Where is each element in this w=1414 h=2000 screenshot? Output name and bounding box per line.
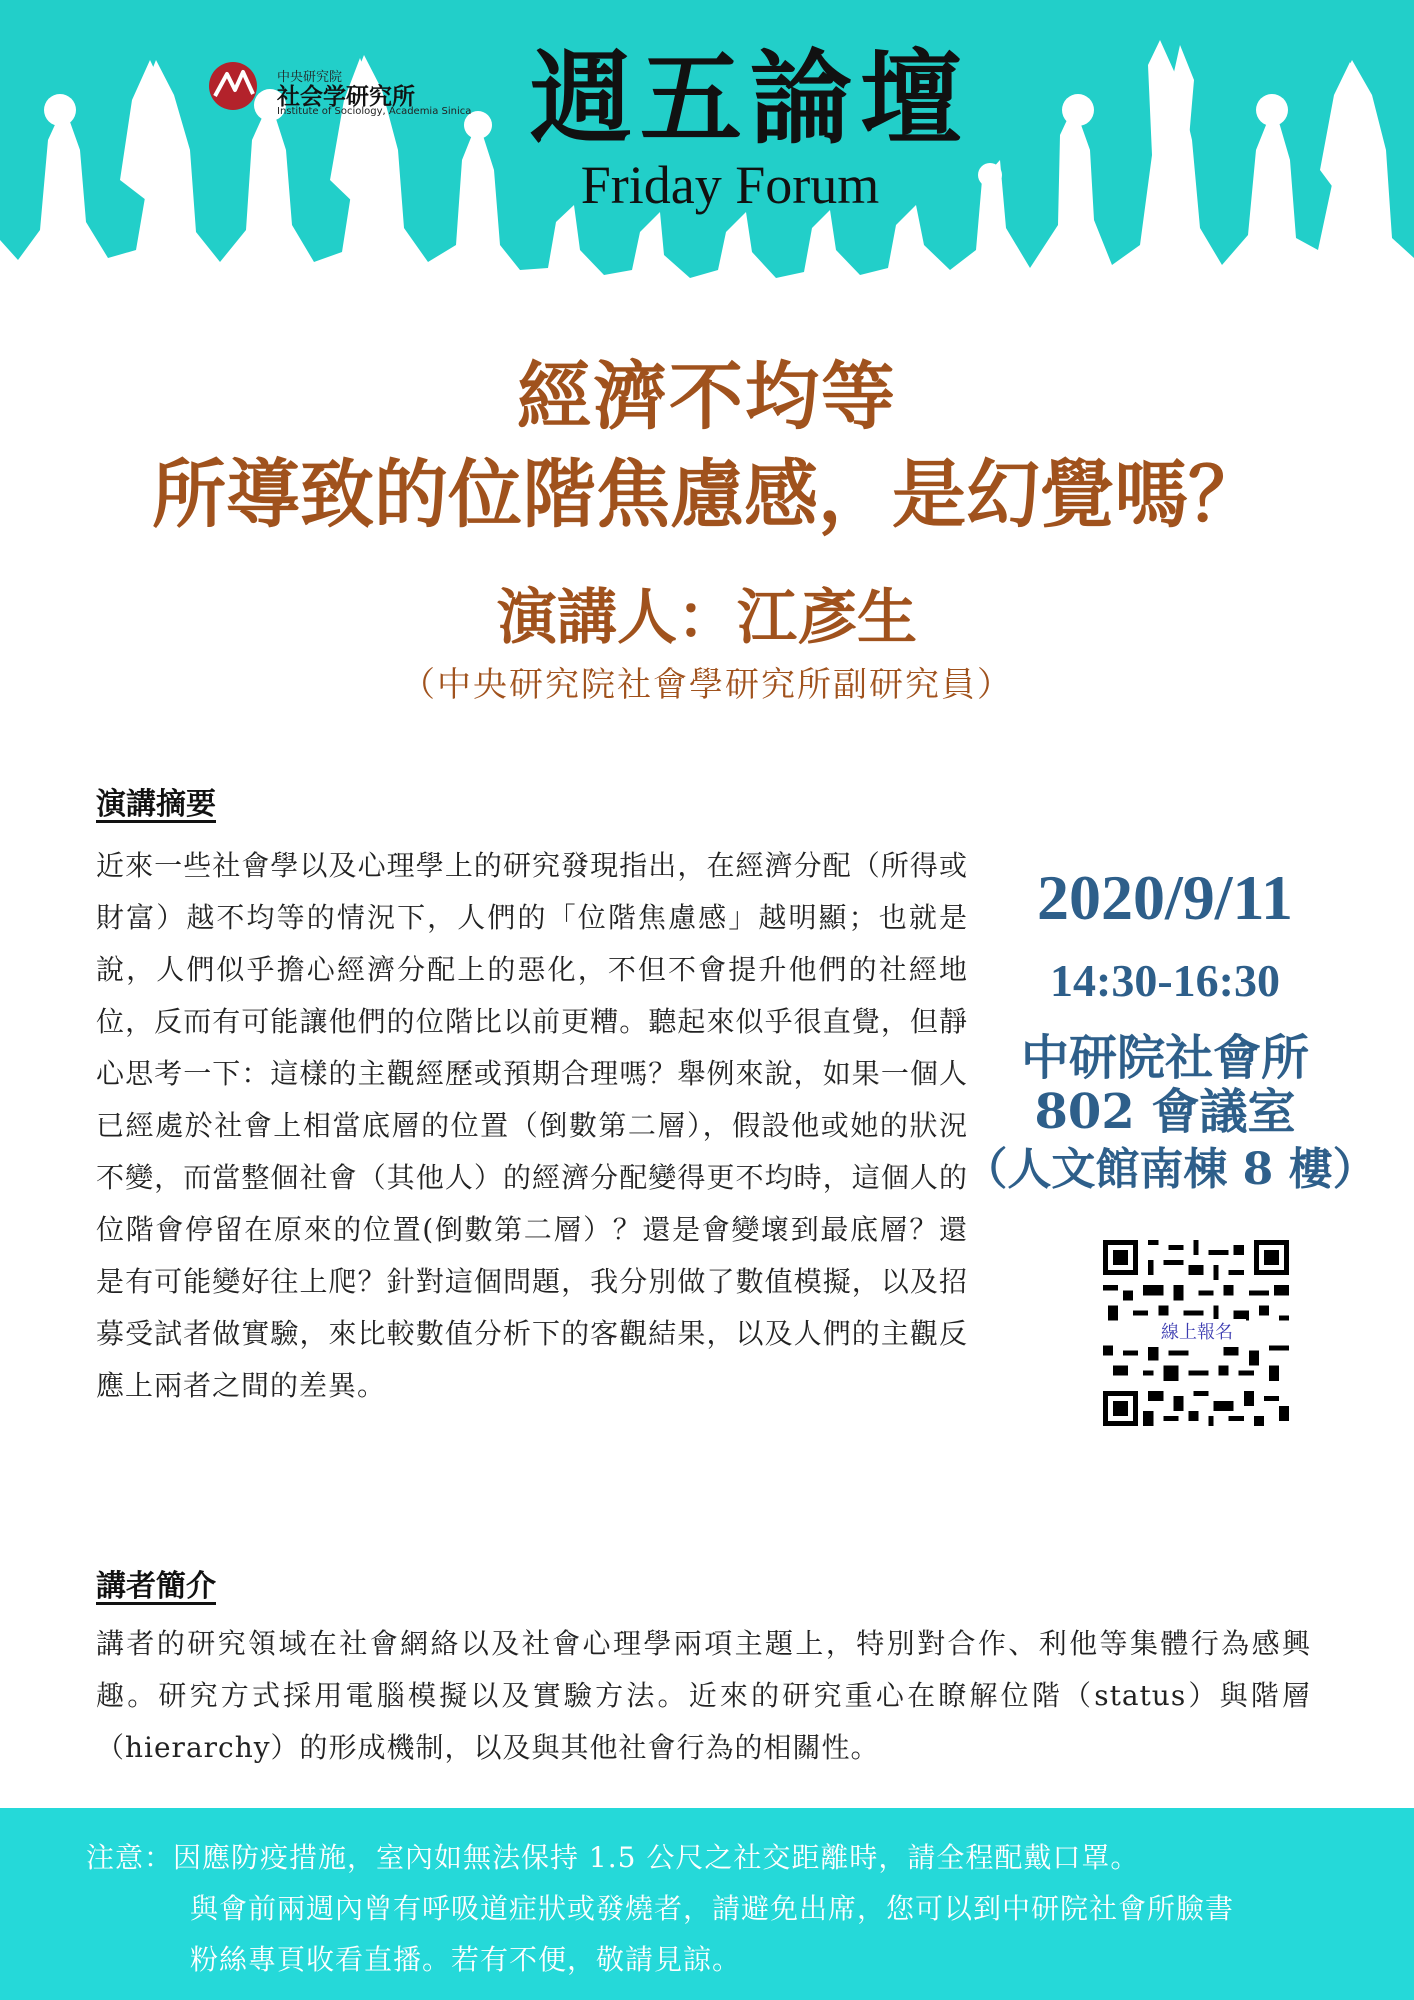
header-banner <box>0 0 1414 300</box>
event-time: 14:30-16:30 <box>1050 955 1280 1006</box>
bio-heading: 講者簡介 <box>96 1569 216 1604</box>
abstract-text: 近來一些社會學以及心理學上的研究發現指出，在經濟分配（所得或財富）越不均等的情況下，人們的「位階焦慮感」越明顯；也就是說，人們似乎擔心經濟分配上的惡化，不但不會提升他們的社經地位，反而有可能讓他們的位階比以前更糟。聽起來似乎很直覺，但靜心思考一下：這樣的主觀經歷或預期合理嗎？舉例來說，如果一個人已經處於社會上相當底層的位置（倒數第二層），假設他或她的狀況不變，而當整個社會（其他人）的經濟分配變得更不均時，這個人的位階會停留在原來的位置(倒數第二層）？還是會變壞到最底層？還是有可能變好往上爬？針對這個問題，我分別做了數值模擬，以及招募受試者做實驗，來比較數值分析下的客觀結果，以及人們的主觀反應上兩者之間的差異。 <box>96 849 968 1402</box>
talk-title-line2: 所導致的位階焦慮感，是幻覺嗎？ <box>152 452 1262 538</box>
qr-registration-label[interactable]: 線上報名 <box>1148 1319 1246 1347</box>
event-venue-line1: 中研院社會所 <box>1020 1030 1309 1086</box>
logo-academia: 中央研究院 <box>277 70 343 85</box>
event-venue-line3: （人文館南棟 8 樓） <box>963 1144 1377 1195</box>
notice-line3: 粉絲專頁收看直播。若有不便，敬請見諒。 <box>190 1943 742 1976</box>
notice-bar <box>0 1808 1414 2000</box>
sociology-institute-logo <box>205 60 265 112</box>
notice-line1: 注意：因應防疫措施，室內如無法保持 1.5 公尺之社交距離時，請全程配戴口罩。 <box>86 1841 1140 1874</box>
event-venue-line2: 802 會議室 <box>1034 1084 1296 1140</box>
institute-logo <box>205 60 472 120</box>
abstract-heading: 演講摘要 <box>96 787 216 822</box>
bio-text: 講者的研究領域在社會網絡以及社會心理學兩項主題上，特別對合作、利他等集體行為感興趣。研究方式採用電腦模擬以及實驗方法。近來的研究重心在瞭解位階（status）與階層 （hierarchy）的形成機制，以及與其他社會行為的相關性。 <box>96 1627 1311 1764</box>
forum-title-zh: 週五論壇 <box>530 39 970 159</box>
notice-line2: 與會前兩週內曾有呼吸道症狀或發燒者，請避免出席，您可以到中研院社會所臉書 <box>190 1892 1235 1925</box>
talk-title-line1: 經濟不均等 <box>517 354 897 440</box>
event-date: 2020/9/11 <box>1036 862 1294 933</box>
logo-english-name: Institute of Sociology, Academia Sinica <box>277 106 472 117</box>
logo-institute-name: 社会学研究所 <box>277 83 415 110</box>
speaker-name: 演講人：江彥生 <box>497 583 917 653</box>
speaker-affiliation: （中央研究院社會學研究所副研究員） <box>401 665 1013 705</box>
forum-title-en: Friday Forum <box>580 155 880 215</box>
